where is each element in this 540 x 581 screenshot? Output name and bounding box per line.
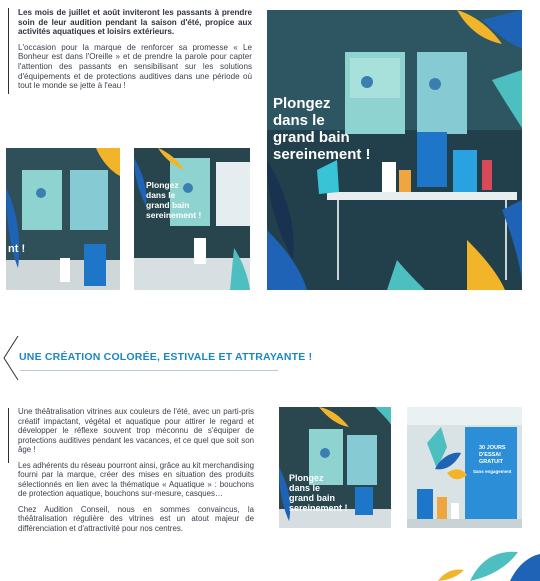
- center-overlay-line-2: dans le: [146, 190, 176, 200]
- bottom-left-overlay-line-2: dans le: [289, 483, 321, 493]
- intro-accent-bar: [8, 8, 9, 94]
- left-overlay-fragment: nt !: [8, 243, 26, 255]
- center-overlay-line-3: grand bain: [146, 200, 190, 210]
- body-text-block: [18, 407, 254, 539]
- bottom-left-overlay-line-4: sereinement !: [289, 503, 348, 513]
- body-paragraph-3: Chez Audition Conseil, nous en sommes convaincus, la théâtralisation régulière des vitrines est un atout majeur de différenciation et d'attractivité pour nos centres.: [18, 504, 254, 533]
- heading-divider: [20, 370, 278, 371]
- bottom-left-overlay-line-3: grand bain: [289, 493, 336, 503]
- intro-body: L'occasion pour la marque de renforcer sa promesse « Le Bonheur est dans l'Oreille » et de prendre la parole pour capter l'attention des passants en sensibilisant sur les solutions d'équipements et de protections auditives dans une période où tout le monde se jette à l'eau !: [18, 42, 252, 91]
- intro-lead: Les mois de juillet et août inviteront les passants à prendre soin de leur audition pendant la saison d'été, propice aux activités aquatiques et loisirs extérieurs.: [18, 8, 252, 37]
- main-window-photo: [267, 10, 522, 290]
- main-overlay-line-2: dans le: [273, 112, 325, 129]
- body-paragraph-2: Les adhérents du réseau pourront ainsi, grâce au kit merchandising fourni par la marque, créer des mises en situation des produits sélectionnés en lien avec la thématique « Aquatique » : bouchons de protection aquatique, bouchons sur-mesure, casques…: [18, 460, 254, 498]
- card-line-4: Sans engagement: [473, 469, 512, 474]
- bottom-left-overlay-line-1: Plongez: [289, 473, 324, 483]
- bottom-window-photo-left: [279, 407, 391, 528]
- main-overlay-line-4: sereinement !: [273, 146, 371, 163]
- card-line-1: 30 JOURS: [479, 445, 506, 451]
- small-window-photo-center: [134, 148, 250, 290]
- decorative-leaves: [400, 500, 540, 581]
- main-overlay-line-1: Plongez: [273, 95, 331, 112]
- center-overlay-line-1: Plongez: [146, 180, 179, 190]
- card-line-2: D'ESSAI: [479, 452, 501, 458]
- small-window-photo-left: [6, 148, 120, 290]
- body-accent-bar: [8, 408, 9, 463]
- center-overlay-line-4: sereinement !: [146, 210, 202, 220]
- main-overlay-line-3: grand bain: [273, 129, 350, 146]
- intro-text-block: [18, 8, 252, 97]
- body-paragraph-1: Une théâtralisation vitrines aux couleurs de l'été, avec un parti-pris créatif impactant, végétal et aquatique pour attirer le regard et développer le réflexe souvent trop méconnu de s'équiper de protections auditives pendant les vacances, et ce quel que soit son âge !: [18, 407, 254, 454]
- card-line-3: GRATUIT: [479, 459, 504, 465]
- section-heading: UNE CRÉATION COLORÉE, ESTIVALE ET ATTRAYANTE !: [19, 351, 313, 363]
